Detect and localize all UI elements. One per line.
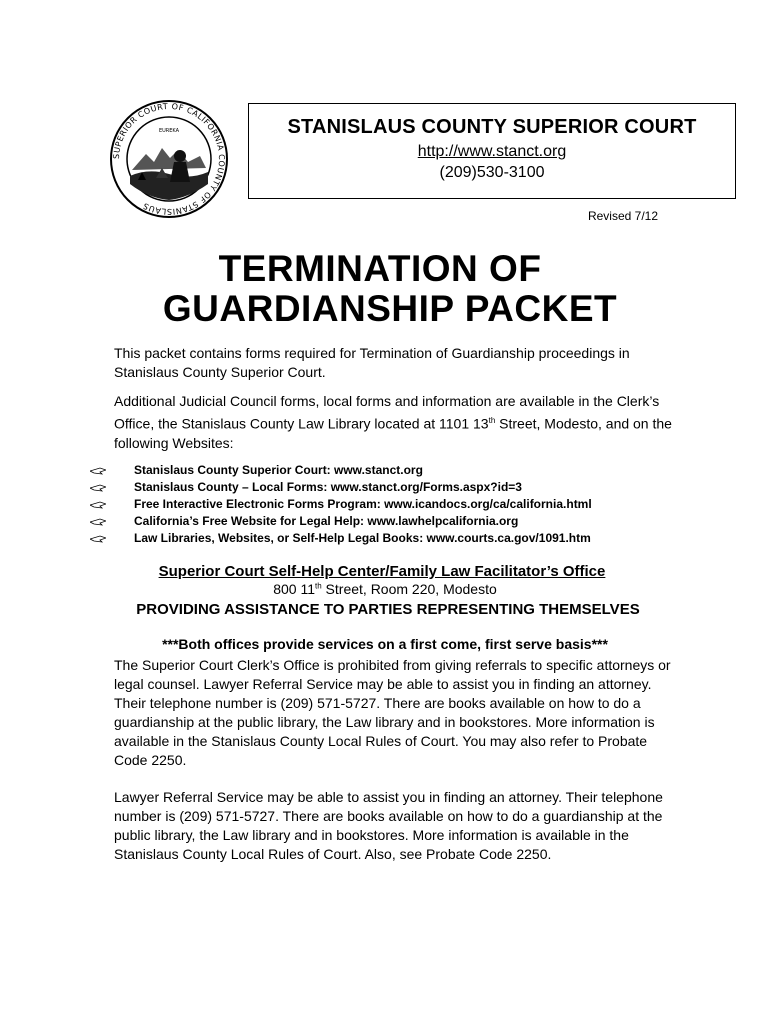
pointing-hand-icon — [90, 484, 106, 492]
packet-title-line-1: TERMINATION OF — [218, 248, 542, 289]
list-item[interactable]: Law Libraries, Websites, or Self-Help Legal Books: www.courts.ca.gov/1091.htm — [90, 530, 592, 547]
packet-title-line-2: GUARDIANSHIP PACKET — [162, 288, 618, 329]
pointing-hand-icon — [90, 535, 106, 543]
revision-date: Revised 7/12 — [587, 209, 658, 223]
court-header-box — [248, 103, 736, 199]
seal-ring-text: SUPERIOR COURT OF CALIFORNIA COUNTY OF STANISLAUS — [111, 101, 227, 217]
court-seal-image — [108, 98, 230, 220]
pointing-hand-icon — [90, 501, 106, 509]
intro-paragraph-1: This packet contains forms required for Termination of Guardianship proceedings in Stanislaus County Superior Court. — [114, 345, 630, 380]
pointing-hand-icon — [90, 467, 106, 475]
website-list — [90, 462, 592, 547]
assistance-heading: PROVIDING ASSISTANCE TO PARTIES REPRESENTING THEMSELVES — [136, 601, 640, 618]
list-item[interactable]: Stanislaus County – Local Forms: www.stanct.org/Forms.aspx?id=3 — [90, 479, 592, 496]
service-basis-note: ***Both offices provide services on a first come, first serve basis*** — [162, 636, 608, 652]
self-help-office-address: 800 11th Street, Room 220, Modesto — [273, 581, 497, 597]
court-name: STANISLAUS COUNTY SUPERIOR COURT — [287, 116, 697, 138]
referral-paragraph-1: The Superior Court Clerk’s Office is prohibited from giving referrals to specific attorneys or legal counsel. Lawyer Referral Service may be able to assist you in finding an attorney. Their telephone number is (209) 571-5727. There are books available on how to do a guardianship at the public library, the Law library and in bookstores. More information is available in the Stanislaus County Local Rules of Court. You may also refer to Probate Code 2250. — [114, 657, 671, 768]
list-item[interactable]: Stanislaus County Superior Court: www.stanct.org — [90, 462, 592, 479]
list-item[interactable]: Free Interactive Electronic Forms Program: www.icandocs.org/ca/california.html — [90, 496, 592, 513]
seal-motto: EUREKA — [158, 128, 180, 134]
self-help-office-title: Superior Court Self-Help Center/Family Law Facilitator’s Office — [158, 563, 606, 580]
court-website-link[interactable]: http://www.stanct.org — [417, 143, 567, 160]
pointing-hand-icon — [90, 518, 106, 526]
court-phone: (209)530-3100 — [439, 164, 545, 181]
intro-paragraph-2: Additional Judicial Council forms, local forms and information are available in the Clerk’s Office, the Stanislaus County Law Library located at 1101 13th Street, Modesto, and on the following Websites: — [114, 393, 672, 451]
referral-paragraph-2: Lawyer Referral Service may be able to assist you in finding an attorney. Their telephone number is (209) 571-5727. There are books available on how to do a guardianship at the public library, the Law library and in bookstores. More information is available in the Stanislaus County Local Rules of Court. Also, see Probate Code 2250. — [114, 789, 663, 862]
list-item[interactable]: California’s Free Website for Legal Help: www.lawhelpcalifornia.org — [90, 513, 592, 530]
